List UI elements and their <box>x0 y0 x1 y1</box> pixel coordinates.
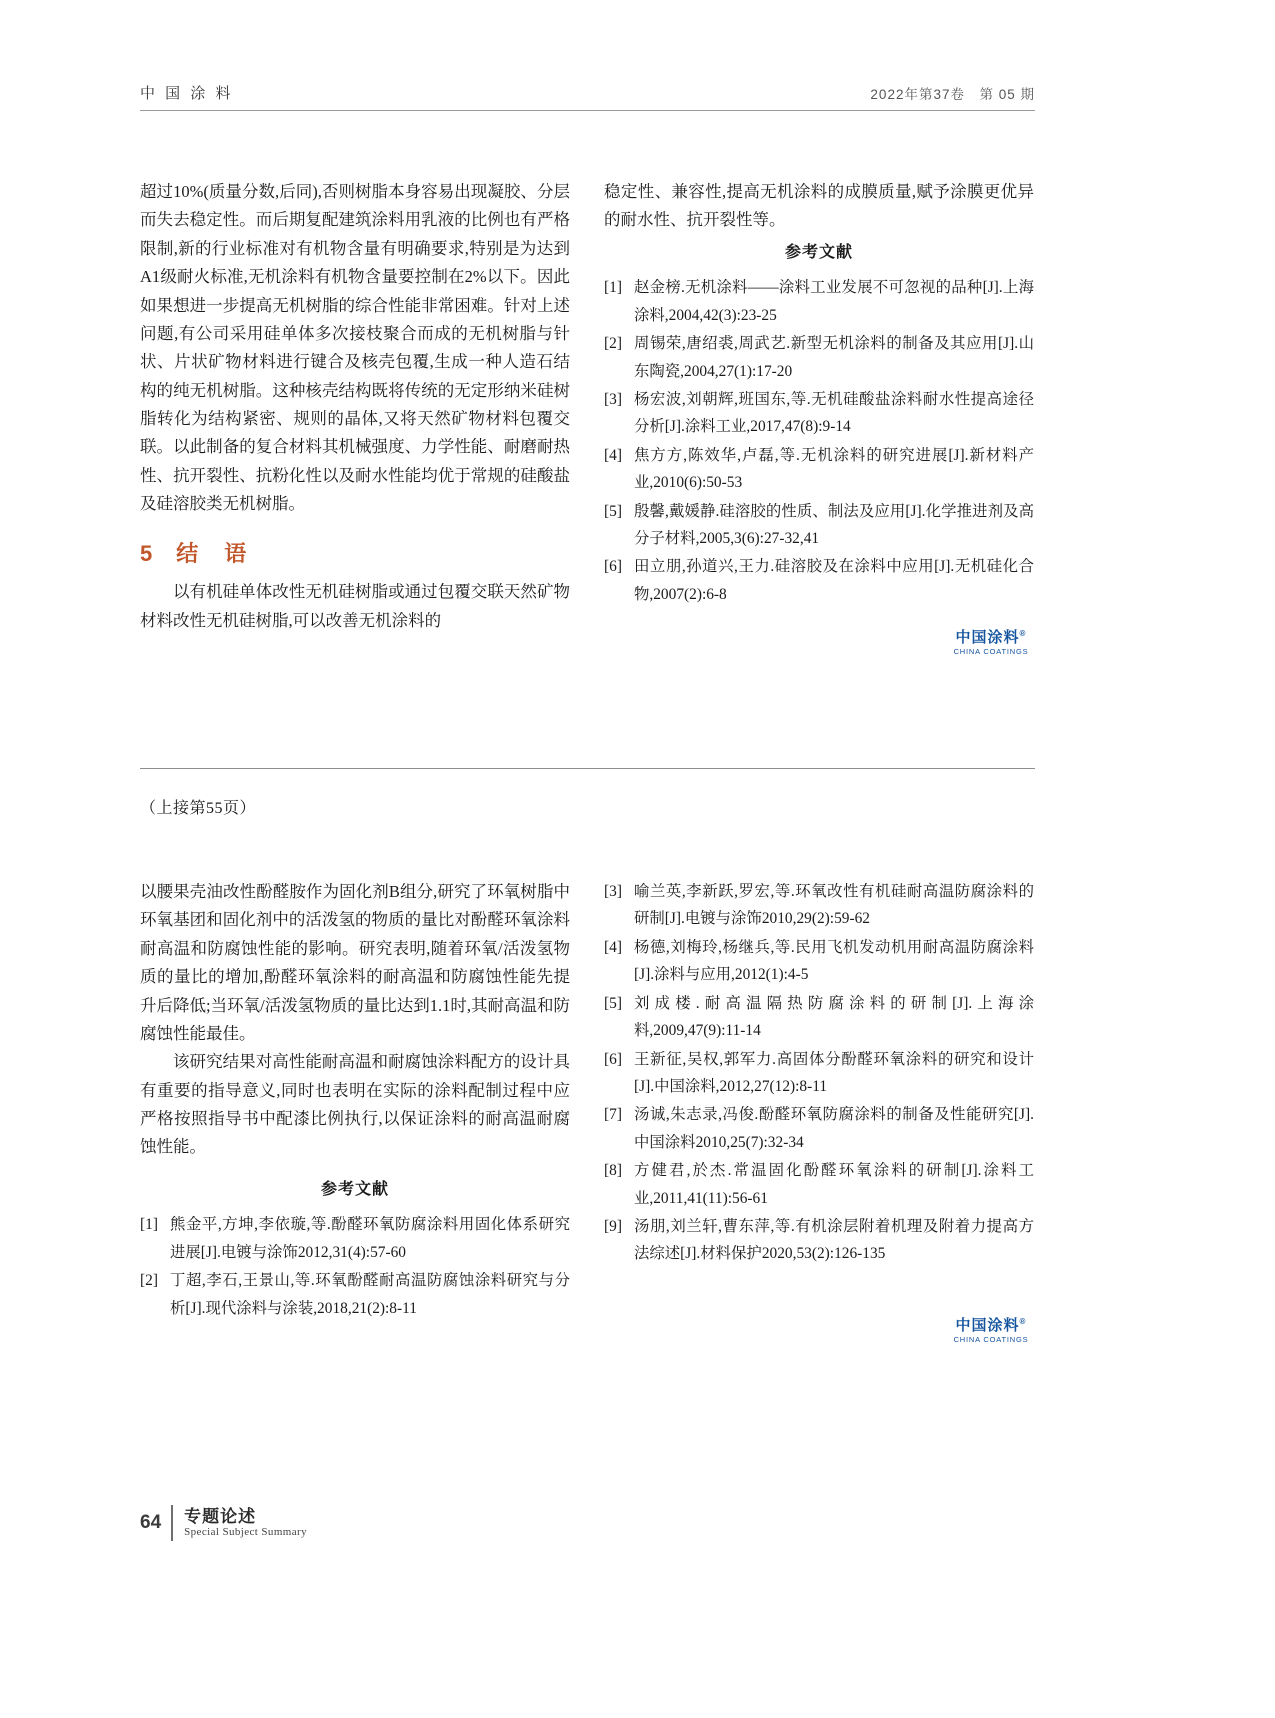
running-head <box>140 82 1035 103</box>
reference-item <box>140 1211 570 1266</box>
china-coatings-logo <box>948 1318 1034 1344</box>
body-paragraph: 以腰果壳油改性酚醛胺作为固化剂B组分,研究了环氧树脂中环氧基团和固化剂中的活泼氢的物质的量比对酚醛环氧涂料耐高温和防腐蚀性能的影响。研究表明,随着环氧/活泼氢物质的量比的增加,酚醛环氧涂料的耐高温和防腐蚀性能先提升后降低;当环氧/活泼氢物质的量比达到1.1时,其耐高温和防腐蚀性能最佳。 <box>140 882 570 1043</box>
reference-item <box>604 878 1034 933</box>
reference-number: [6] <box>604 1050 622 1068</box>
reference-text: 丁超,李石,王景山,等.环氧酚醛耐高温防腐蚀涂料研究与分析[J].现代涂料与涂装,2018,21(2):8-11 <box>170 1272 570 1317</box>
reference-text: 方健君,於杰.常温固化酚醛环氧涂料的研制[J].涂料工业,2011,41(11):56-61 <box>634 1162 1034 1207</box>
reference-item <box>604 330 1034 385</box>
article-divider <box>140 768 1035 769</box>
reference-item <box>604 442 1034 497</box>
body-paragraph: 以有机硅单体改性无机硅树脂或通过包覆交联天然矿物材料改性无机硅树脂,可以改善无机涂料的 <box>140 582 570 630</box>
reference-number: [3] <box>604 883 622 900</box>
reference-text: 王新征,吴权,郭军力.高固体分酚醛环氧涂料的研究和设计[J].中国涂料,2012,27(12):8-11 <box>634 1050 1034 1095</box>
page-number: 64 <box>140 1512 162 1533</box>
reference-item <box>604 1046 1034 1101</box>
reference-item <box>604 934 1034 989</box>
reference-text: 周锡荣,唐绍裘,周武艺.新型无机涂料的制备及其应用[J].山东陶瓷,2004,27(1):17-20 <box>634 335 1034 380</box>
reference-text: 汤诚,朱志录,冯俊.酚醛环氧防腐涂料的制备及性能研究[J].中国涂料2010,25(7):32-34 <box>634 1106 1034 1151</box>
reference-item <box>604 1157 1034 1212</box>
top-article-right-column <box>604 178 1034 609</box>
reference-text: 田立朋,孙道兴,王力.硅溶胶及在涂料中应用[J].无机硅化合物,2007(2):6-8 <box>634 558 1034 603</box>
bottom-article-left-column <box>140 878 570 1323</box>
issue-info: 2022年第37卷 第 05 期 <box>870 87 1035 102</box>
reference-number: [1] <box>140 1216 158 1234</box>
reference-item <box>604 498 1034 553</box>
logo-chinese-text <box>948 1318 1034 1334</box>
reference-text: 赵金榜.无机涂料——涂料工业发展不可忽视的品种[J].上海涂料,2004,42(3):23-25 <box>634 279 1034 324</box>
reference-number: [2] <box>604 335 622 353</box>
references-list <box>604 274 1034 608</box>
references-list <box>140 1211 570 1322</box>
header-rule <box>140 110 1035 111</box>
logo-trademark: ® <box>1019 1317 1027 1326</box>
section-title: 结 语 <box>176 540 249 566</box>
journal-name: 中 国 涂 料 <box>140 85 234 102</box>
china-coatings-logo <box>948 630 1034 656</box>
reference-item <box>604 274 1034 329</box>
reference-number: [5] <box>604 994 622 1012</box>
references-heading: 参考文献 <box>784 243 853 261</box>
reference-number: [4] <box>604 938 622 956</box>
reference-number: [4] <box>604 446 622 464</box>
references-heading: 参考文献 <box>320 1180 389 1198</box>
reference-number: [1] <box>604 279 622 297</box>
body-paragraph: 超过10%(质量分数,后同),否则树脂本身容易出现凝胶、分层而失去稳定性。而后期复配建筑涂料用乳液的比例也有严格限制,新的行业标准对有机物含量有明确要求,特别是为达到A1级耐火标准,无机涂料有机物含量要控制在2%以下。因此如果想进一步提高无机树脂的综合性能非常困难。针对上述问题,有公司采用硅单体多次接枝聚合而成的无机树脂与针状、片状矿物材料进行键合及核壳包覆,生成一种人造石结构的纯无机树脂。这种核壳结构既将传统的无定形纳米硅树脂转化为结构紧密、规则的晶体,又将天然矿物材料包覆交联。以此制备的复合材料其机械强度、力学性能、耐磨耐热性、抗开裂性、抗粉化性以及耐水性能均优于常规的硅酸盐及硅溶胶类无机树脂。 <box>140 182 570 514</box>
reference-item <box>604 553 1034 608</box>
reference-number: [2] <box>140 1272 158 1290</box>
bottom-article-right-column <box>604 878 1034 1269</box>
continuation-note: （上接第55页） <box>140 800 257 817</box>
body-paragraph: 稳定性、兼容性,提高无机涂料的成膜质量,赋予涂膜更优异的耐水性、抗开裂性等。 <box>604 182 1034 230</box>
page-footer <box>140 1505 307 1541</box>
reference-text: 刘成楼.耐高温隔热防腐涂料的研制[J].上海涂料,2009,47(9):11-14 <box>634 994 1034 1040</box>
reference-text: 汤朋,刘兰轩,曹东萍,等.有机涂层附着机理及附着力提高方法综述[J].材料保护2020,53(2):126-135 <box>634 1218 1034 1263</box>
reference-item <box>140 1267 570 1322</box>
logo-chinese-text <box>948 630 1034 646</box>
body-paragraph: 该研究结果对高性能耐高温和耐腐蚀涂料配方的设计具有重要的指导意义,同时也表明在实际的涂料配制过程中应严格按照指导书中配漆比例执行,以保证涂料的耐高温耐腐蚀性能。 <box>140 1052 570 1157</box>
references-list <box>604 878 1034 1268</box>
reference-text: 杨德,刘梅玲,杨继兵,等.民用飞机发动机用耐高温防腐涂料[J].涂料与应用,2012(1):4-5 <box>634 938 1034 984</box>
footer-divider <box>171 1505 173 1541</box>
top-article-left-column <box>140 178 570 635</box>
reference-number: [5] <box>604 502 622 520</box>
reference-item <box>604 1101 1034 1156</box>
reference-number: [6] <box>604 558 622 576</box>
logo-english-text: CHINA COATINGS <box>953 646 1029 656</box>
footer-section-en: Special Subject Summary <box>184 1526 307 1539</box>
reference-text: 熊金平,方坤,李依璇,等.酚醛环氧防腐涂料用固化体系研究进展[J].电镀与涂饰2012,31(4):57-60 <box>170 1216 570 1261</box>
footer-section <box>184 1507 307 1540</box>
reference-item <box>604 990 1034 1045</box>
reference-number: [7] <box>604 1106 622 1124</box>
logo-english-text: CHINA COATINGS <box>953 1334 1029 1344</box>
section-heading <box>140 535 570 573</box>
reference-item <box>604 386 1034 441</box>
logo-trademark: ® <box>1019 629 1027 638</box>
reference-text: 殷馨,戴媛静.硅溶胶的性质、制法及应用[J].化学推进剂及高分子材料,2005,3(6):27-32,41 <box>634 502 1034 548</box>
reference-item <box>604 1213 1034 1268</box>
reference-text: 喻兰英,李新跃,罗宏,等.环氧改性有机硅耐高温防腐涂料的研制[J].电镀与涂饰2010,29(2):59-62 <box>634 883 1034 928</box>
reference-number: [3] <box>604 390 622 408</box>
reference-text: 杨宏波,刘朝辉,班国东,等.无机硅酸盐涂料耐水性提高途径分析[J].涂料工业,2017,47(8):9-14 <box>634 390 1034 436</box>
footer-section-zh: 专题论述 <box>184 1506 257 1526</box>
section-number: 5 <box>140 540 155 566</box>
reference-number: [8] <box>604 1162 622 1180</box>
reference-number: [9] <box>604 1218 622 1236</box>
reference-text: 焦方方,陈效华,卢磊,等.无机涂料的研究进展[J].新材料产业,2010(6):50-53 <box>634 446 1034 492</box>
logo-zh: 中国涂料 <box>955 629 1020 646</box>
logo-zh: 中国涂料 <box>955 1317 1020 1334</box>
